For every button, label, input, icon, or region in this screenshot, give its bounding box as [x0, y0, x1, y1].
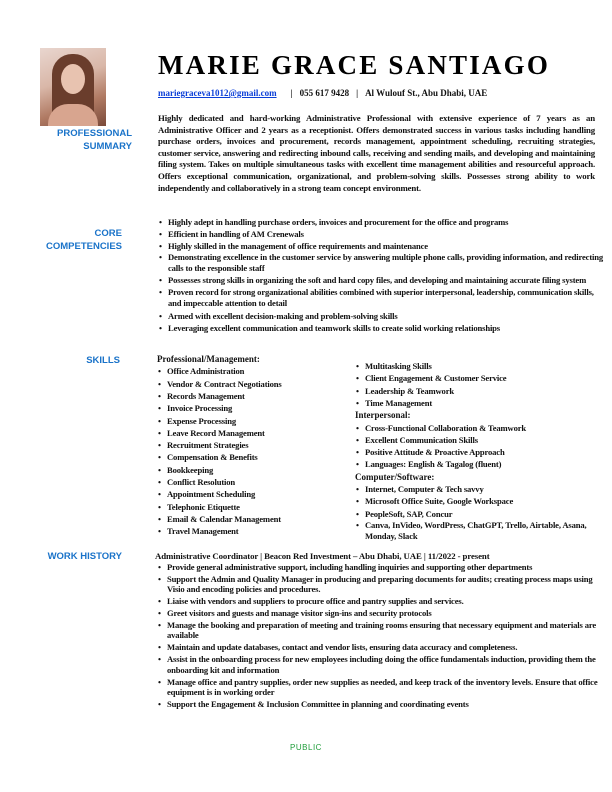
- skills-professional-label: Professional/Management:: [157, 354, 260, 364]
- list-item: • Greet visitors and guests and manage visitor sign-ins and security protocols: [167, 608, 605, 618]
- skills-interpersonal-list: [355, 422, 600, 471]
- list-item: • Manage office and pantry supplies, order new supplies as needed, and keep track of the inventory levels. Ensure that office equipment is in working order: [167, 677, 605, 698]
- list-item: • Conflict Resolution: [167, 476, 347, 488]
- separator: |: [290, 88, 293, 98]
- address: Al Wulouf St., Abu Dhabi, UAE: [365, 88, 488, 98]
- list-item: • Armed with excellent decision-making and problem-solving skills: [168, 310, 608, 322]
- skills-computer-list: [355, 483, 600, 542]
- heading-skills: SKILLS: [86, 355, 120, 366]
- list-item: • Appointment Scheduling: [167, 488, 347, 500]
- summary-text: Highly dedicated and hard-working Administrative Professional with extensive experience of 7 years as an Administrative Officer and 2 years as a receptionist. Offers demonstrated success in various tasks including handling purchase orders, invoices and procurement, records management, appointment scheduling, recruiting strategies, customer service, answering and redirecting inbound calls, receiving and sending mails, and developing and maintaining filing system. Takes on multiple simultaneous tasks with excellent time management abilities and resourceful approach. Offers exceptional communication, organizational, and problem-solving skills. Possesses strong ability to work independently and collaboratively in a strong team concept environment.: [158, 113, 595, 193]
- list-item: • Assist in the onboarding process for new employees including doing the office fundamentals induction, providing them the onboarding kit and information: [167, 654, 605, 675]
- list-item: • Highly adept in handling purchase orders, invoices and procurement for the office and programs: [168, 216, 608, 228]
- list-item: • Cross-Functional Collaboration & Teamwork: [365, 422, 600, 434]
- list-item: • Leave Record Management: [167, 427, 347, 439]
- list-item: • Client Engagement & Customer Service: [365, 372, 600, 384]
- skills-professional-list: [157, 365, 347, 537]
- list-item: • Compensation & Benefits: [167, 451, 347, 463]
- list-item: • Records Management: [167, 390, 347, 402]
- contact-line: [158, 88, 487, 98]
- list-item: • Possesses strong skills in organizing the soft and hard copy files, and developing and maintaining accurate filing system: [168, 275, 608, 286]
- list-item: • Bookkeeping: [167, 464, 347, 476]
- skills-computer-label: Computer/Software:: [355, 471, 435, 482]
- list-item: • PeopleSoft, SAP, Concur: [365, 508, 600, 520]
- photo-face: [61, 64, 85, 94]
- skills-column-2: [355, 360, 600, 542]
- list-item: • Recruitment Strategies: [167, 439, 347, 451]
- list-item: • Office Administration: [167, 365, 347, 377]
- work-history: [155, 550, 605, 711]
- job-duties-list: [155, 562, 605, 709]
- list-item: • Time Management: [365, 397, 600, 409]
- candidate-name: MARIE GRACE SANTIAGO: [158, 50, 551, 80]
- list-item: • Telephonic Etiquette: [167, 501, 347, 513]
- phone: 055 617 9428: [299, 88, 350, 98]
- list-item: • Leadership & Teamwork: [365, 385, 600, 397]
- separator: |: [356, 88, 359, 98]
- list-item: • Liaise with vendors and suppliers to procure office and pantry supplies and services.: [167, 596, 605, 606]
- job-title: Administrative Coordinator | Beacon Red Investment – Abu Dhabi, UAE | 11/2022 - present: [155, 551, 490, 561]
- classification-label: PUBLIC: [290, 743, 322, 752]
- list-item: • Maintain and update databases, contact and vendor lists, ensuring data accuracy and completeness.: [167, 642, 605, 652]
- list-item: • Expense Processing: [167, 415, 347, 427]
- list-item: • Support the Admin and Quality Manager in producing and preparing documents for audits; creating process maps using Visio and encoding policies and procedures.: [167, 574, 605, 595]
- list-item: • Leveraging excellent communication and teamwork skills to create solid working relationships: [168, 322, 608, 334]
- profile-photo: [40, 48, 106, 126]
- heading-professional-summary: PROFESSIONAL SUMMARY: [57, 128, 132, 152]
- list-item: • Canva, InVideo, WordPress, ChatGPT, Trello, Airtable, Asana, Monday, Slack: [365, 520, 600, 542]
- list-item: • Highly skilled in the management of office requirements and maintenance: [168, 240, 608, 252]
- heading-core-competencies: CORE COMPETENCIES: [45, 228, 122, 252]
- competencies-list: [158, 216, 608, 334]
- list-item: • Support the Engagement & Inclusion Committee in planning and coordinating events: [167, 699, 605, 709]
- list-item: • Internet, Computer & Tech savvy: [365, 483, 600, 495]
- skills-interpersonal-label: Interpersonal:: [355, 410, 411, 421]
- skills-column-1: [157, 353, 347, 538]
- list-item: • Efficient in handling of AM Crenewals: [168, 228, 608, 240]
- list-item: • Invoice Processing: [167, 402, 347, 414]
- list-item: • Vendor & Contract Negotiations: [167, 378, 347, 390]
- list-item: • Microsoft Office Suite, Google Workspace: [365, 495, 600, 507]
- list-item: • Proven record for strong organizational abilities combined with superior interpersonal, leadership, communication skills, and impeccable attention to detail: [168, 287, 608, 309]
- list-item: • Manage the booking and preparation of meeting and training rooms ensuring that necessary equipment and materials are available: [167, 620, 605, 641]
- list-item: • Positive Attitude & Proactive Approach: [365, 446, 600, 458]
- list-item: • Excellent Communication Skills: [365, 434, 600, 446]
- email-link[interactable]: mariegraceva1012@gmail.com: [158, 88, 277, 98]
- list-item: • Multitasking Skills: [365, 360, 600, 372]
- list-item: • Provide general administrative support, including handling inquiries and supporting other departments: [167, 562, 605, 572]
- list-item: • Demonstrating excellence in the customer service by answering multiple phone calls, providing information, and redirecting calls to the responsible staff: [168, 252, 608, 274]
- list-item: • Travel Management: [167, 525, 347, 537]
- list-item: • Languages: English & Tagalog (fluent): [365, 458, 600, 470]
- skills-professional-cont-list: [355, 360, 600, 409]
- heading-work-history: WORK HISTORY: [47, 551, 122, 562]
- list-item: • Email & Calendar Management: [167, 513, 347, 525]
